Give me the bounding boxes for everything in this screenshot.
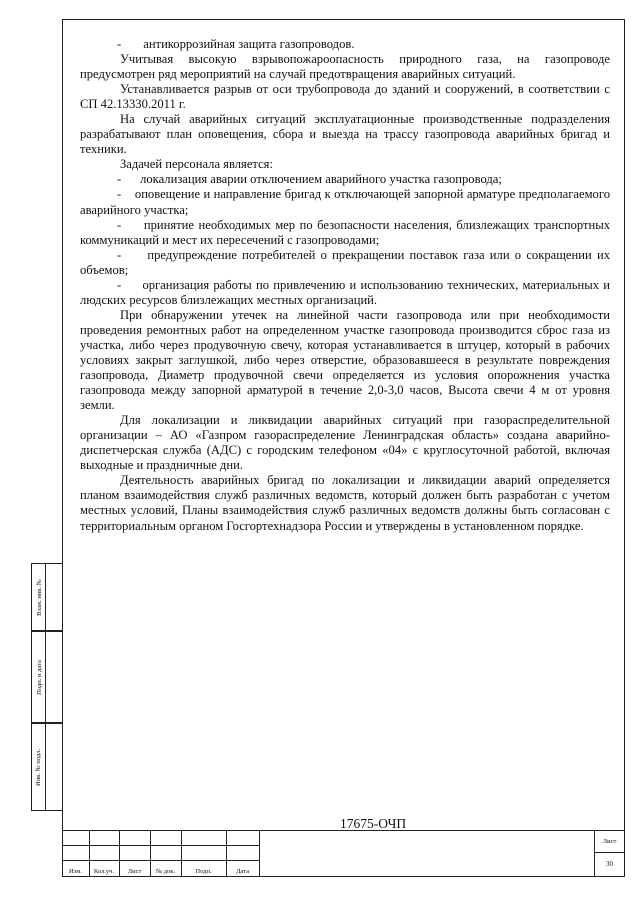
document-code: 17675-ОЧП bbox=[340, 816, 407, 831]
list-item: - организация работы по привлечению и использованию технических, материальных и людских ресурсов близлежащих местных организаций. bbox=[80, 277, 610, 307]
paragraph: - антикоррозийная защита газопроводов. bbox=[117, 37, 355, 51]
paragraph: Устанавливается разрыв от оси трубопровода до зданий и сооружений, в соответствии с СП 42.13330.2011 г. bbox=[80, 82, 610, 112]
paragraph: Учитывая высокую взрывопожароопасность природного газа, на газопроводе предусмотрен ряд мероприятий на случай предотвращения аварийных ситуаций. bbox=[80, 52, 610, 82]
side-label-inv-replace: Взам. инв. № bbox=[35, 578, 43, 616]
list-item: - принятие необходимых мер по безопасности населения, близлежащих транспортных коммуникаций и мест их пересечений с газопроводами; bbox=[80, 217, 610, 247]
stamp-header: Кол.уч. bbox=[93, 868, 115, 875]
stamp-header: Лист bbox=[127, 868, 142, 875]
paragraph: При обнаружении утечек на линейной части газопровода или при необходимости проведения ремонтных работ на определенном участке газопровода производится сброс газа из участка, либо через продувочную свечу, которая устанавливается в штуцер, который в рабочих условиях закрыт заглушкой, либо через отверстие, образовавшееся в результате повреждения газопровода, Диаметр продувочной свечи определяется из условия опорожнения участка газопровода между запорной арматурой в течение 2,0-3,0 часов, Высота свечи 4 м от уровня земли. bbox=[80, 307, 610, 413]
side-field-inv-orig bbox=[31, 723, 62, 811]
sheet-label: Лист bbox=[602, 838, 617, 845]
side-label-inv-orig: Инв. № подл. bbox=[35, 748, 43, 786]
paragraph: На случай аварийных ситуаций эксплуатационные производственные подразделения разрабатывают план оповещения, сбора и выезда на трассу газопровода аварийных бригад и техники. bbox=[80, 112, 610, 157]
list-item: - предупреждение потребителей о прекращении поставок газа или о сокращении их объемов; bbox=[80, 247, 610, 277]
paragraph: Для локализации и ликвидации аварийных ситуаций при газораспределительной организации – АО «Газпром газораспределение Ленинградская область» создана аварийно-диспетчерская служба (АДС) с городским телефоном «04» с круглосуточной работой, включая выходные и праздничные дни. bbox=[80, 413, 610, 473]
stamp-header: Дата bbox=[236, 868, 249, 875]
stamp-header: № док. bbox=[155, 868, 176, 875]
list-item: - оповещение и направление бригад к отключающей запорной арматуре предполагаемого аварийного участка; bbox=[80, 187, 610, 217]
paragraph: Задачей персонала является: bbox=[120, 157, 273, 172]
document-body bbox=[80, 37, 610, 534]
side-label-sign-date: Подп. и дата bbox=[35, 659, 43, 695]
paragraph: Деятельность аварийных бригад по локализации и ликвидации аварий определяется планом взаимодействия служб различных ведомств, который должен быть разработан с учетом местных условий, Планы взаимодействия служб различных ведомств должны быть согласован с территориальным органом Госгортехнадзора России и утверждены в установленном порядке. bbox=[80, 473, 610, 533]
title-block bbox=[62, 830, 625, 877]
sheet-number: 30 bbox=[606, 860, 613, 868]
stamp-header: Подп. bbox=[195, 868, 212, 875]
list-item: - локализация аварии отключением аварийного участка газопровода; bbox=[117, 172, 502, 187]
stamp-header: Изм. bbox=[69, 868, 82, 875]
side-field-sign-date bbox=[31, 631, 62, 723]
side-field-inv-replace bbox=[31, 563, 62, 631]
